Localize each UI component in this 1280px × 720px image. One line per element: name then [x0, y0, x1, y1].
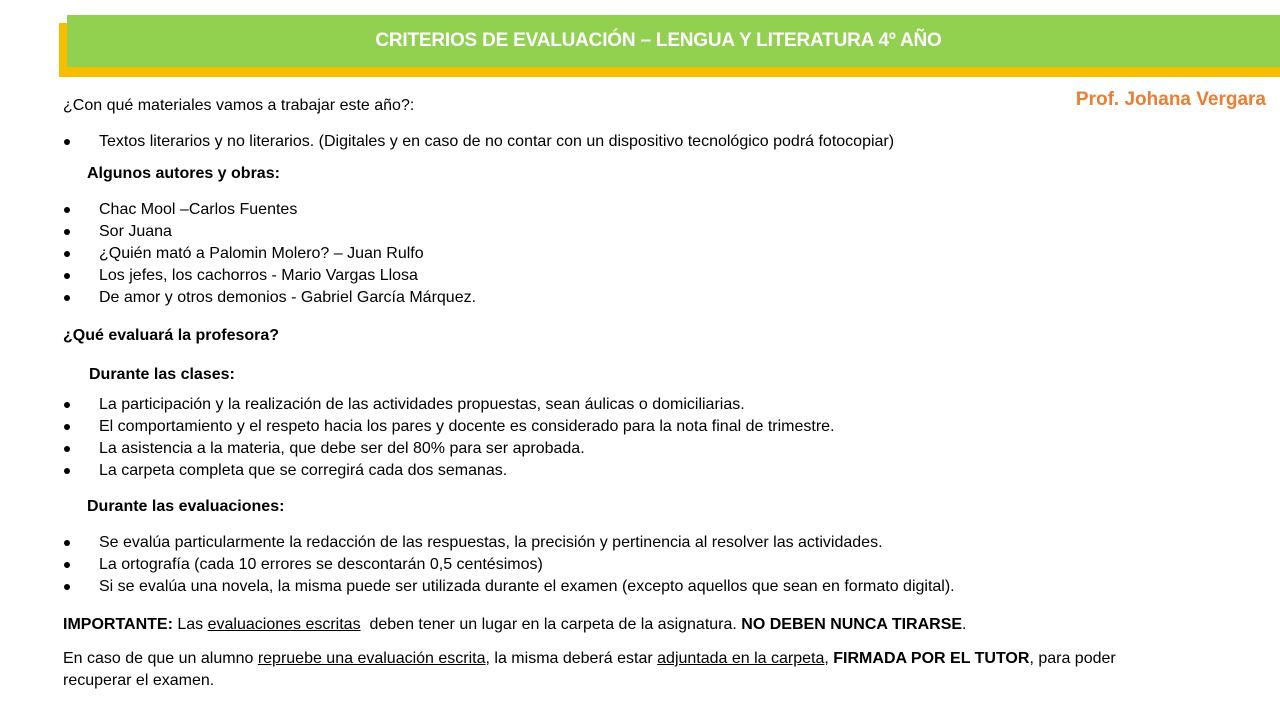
list-item: La carpeta completa que se corregirá cada dos semanas. — [63, 460, 1243, 482]
written-evaluations-text: evaluaciones escritas — [207, 616, 361, 633]
classes-heading: Durante las clases: — [89, 366, 235, 383]
list-item: La asistencia a la materia, que debe ser del 80% para ser aprobada. — [63, 438, 1243, 460]
list-item: Chac Mool –Carlos Fuentes — [63, 199, 1243, 221]
exams-list — [63, 532, 1243, 598]
list-item: El comportamiento y el respeto hacia los pares y docente es considerado para la nota final de trimestre. — [63, 416, 1243, 438]
materials-list — [63, 131, 1243, 153]
list-item: La ortografía (cada 10 errores se descontarán 0,5 centésimos) — [63, 554, 1243, 576]
list-item: La participación y la realización de las actividades propuestas, sean áulicas o domiciliarias. — [63, 394, 1243, 416]
list-item: De amor y otros demonios - Gabriel García Márquez. — [63, 287, 1243, 309]
authors-list — [63, 199, 1243, 309]
list-item: Se evalúa particularmente la redacción de las respuestas, la precisión y pertinencia al resolver las actividades. — [63, 532, 1243, 554]
list-item: Sor Juana — [63, 221, 1243, 243]
authors-heading: Algunos autores y obras: — [87, 165, 280, 182]
list-item: Los jefes, los cachorros - Mario Vargas Llosa — [63, 265, 1243, 287]
classes-list — [63, 394, 1243, 482]
page-title: CRITERIOS DE EVALUACIÓN – LENGUA Y LITERATURA 4º AÑO — [375, 30, 942, 51]
evaluation-question: ¿Qué evaluará la profesora? — [63, 327, 280, 344]
teacher-name: Prof. Johana Vergara — [1075, 89, 1266, 110]
materials-question: ¿Con qué materiales vamos a trabajar este año?: — [63, 97, 415, 114]
list-item: Textos literarios y no literarios. (Digitales y en caso de no contar con un dispositivo tecnológico podrá fotocopiar) — [63, 131, 1243, 153]
never-discard-text: NO DEBEN NUNCA TIRARSE — [741, 616, 963, 633]
document-body — [63, 95, 1243, 692]
important-note: IMPORTANTE: Las evaluaciones escritas deben tener un lugar en la carpeta de la asignatura. NO DEBEN NUNCA TIRARSE. — [63, 616, 967, 633]
title-banner — [67, 15, 1280, 67]
list-item: Si se evalúa una novela, la misma puede ser utilizada durante el examen (excepto aquellos que sean en formato digital). — [63, 576, 1243, 598]
exams-heading: Durante las evaluaciones: — [87, 498, 285, 515]
recovery-note: En caso de que un alumno repruebe una evaluación escrita, la misma deberá estar adjuntada en la carpeta, FIRMADA POR EL TUTOR, para poder recuperar el examen. — [63, 650, 1116, 689]
important-label: IMPORTANTE: — [63, 616, 173, 633]
list-item: ¿Quién mató a Palomin Molero? – Juan Rulfo — [63, 243, 1243, 265]
